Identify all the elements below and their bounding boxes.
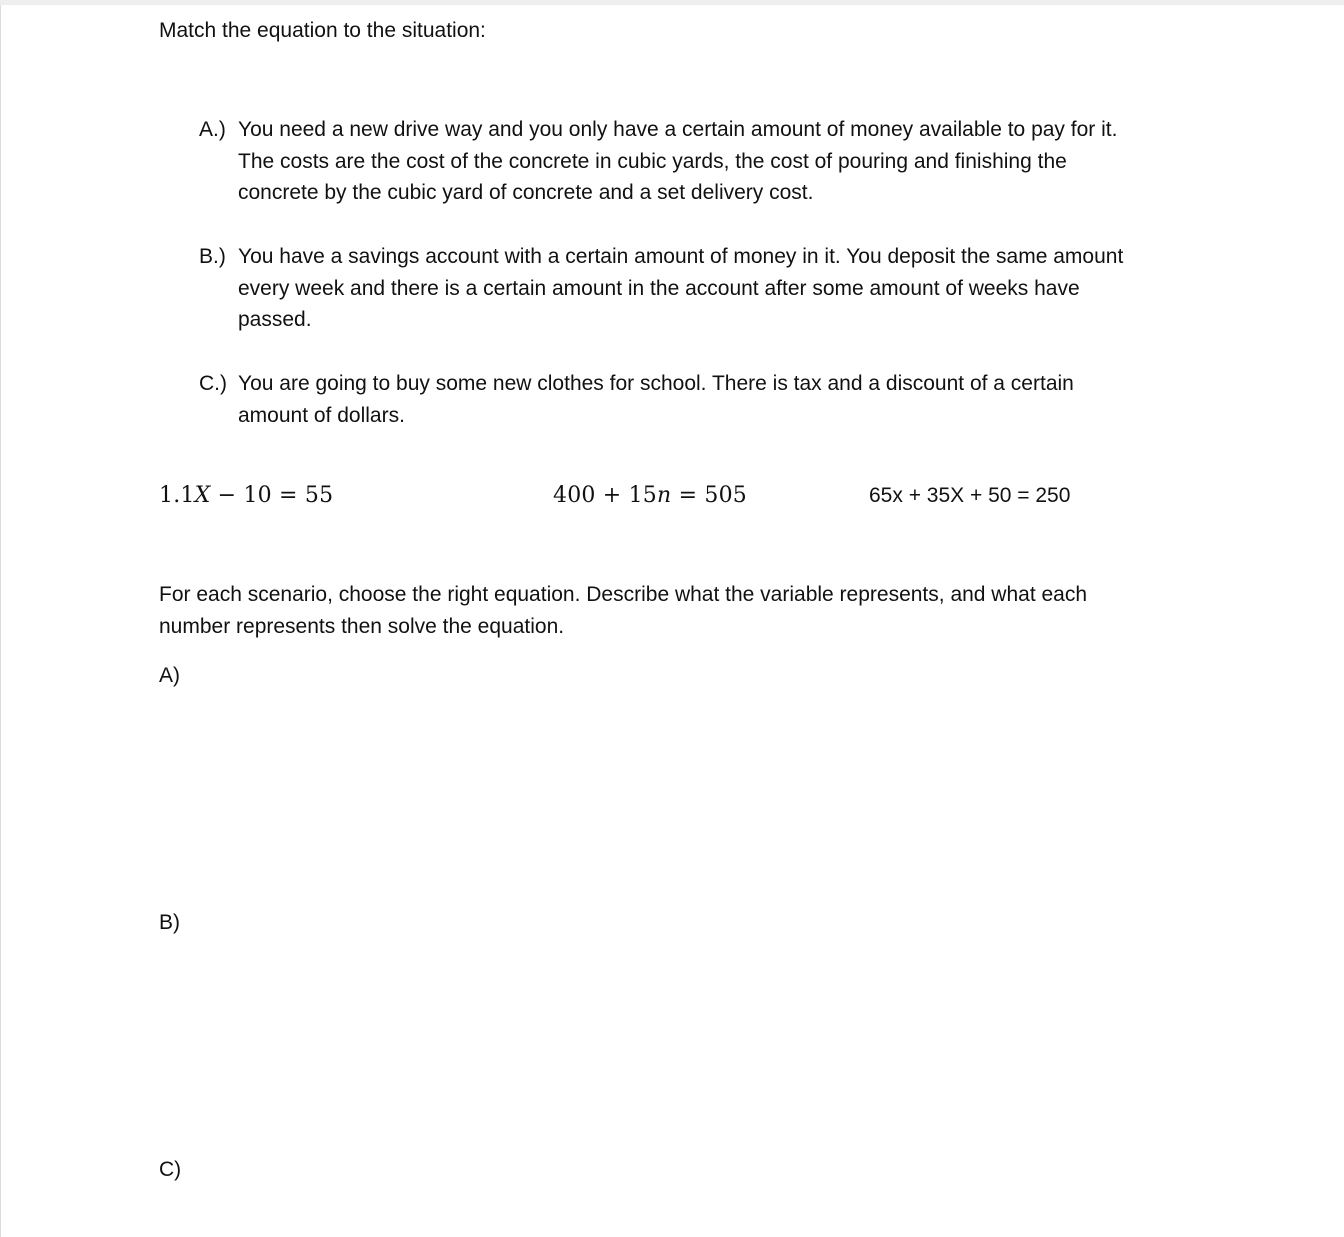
equation-3: 65x + 35X + 50 = 250 <box>869 484 1071 507</box>
equation-2: 400 + 15𝑛 = 505 <box>553 483 747 508</box>
scenario-c <box>199 368 1209 431</box>
answer-label-a: A) <box>159 664 180 687</box>
scenario-c-text: You are going to buy some new clothes for school. There is tax and a discount of a certain amount of dollars. <box>238 372 1074 427</box>
scenario-b-text: You have a savings account with a certain amount of money in it. You deposit the same amount every week and there is a certain amount in the account after some amount of weeks have passed. <box>238 245 1124 332</box>
scenario-a-text: You need a new drive way and you only have a certain amount of money available to pay for it. The costs are the cost of the concrete in cubic yards, the cost of pouring and finishing the concrete by the cubic yard of concrete and a set delivery cost. <box>238 118 1118 205</box>
scenario-a-marker: A.) <box>199 118 226 141</box>
scenario-a <box>199 114 1209 209</box>
scenario-c-marker: C.) <box>199 372 227 395</box>
equation-1: 1.1𝑋 − 10 = 55 <box>159 483 334 508</box>
directions-text: For each scenario, choose the right equation. Describe what the variable represents, and what each number represents then solve the equation. <box>159 583 1088 638</box>
answer-label-b: B) <box>159 911 180 934</box>
answer-label-c: C) <box>159 1158 182 1181</box>
scenario-b-marker: B.) <box>199 245 226 268</box>
instruction-heading: Match the equation to the situation: <box>159 19 486 42</box>
scenario-b <box>199 241 1209 336</box>
